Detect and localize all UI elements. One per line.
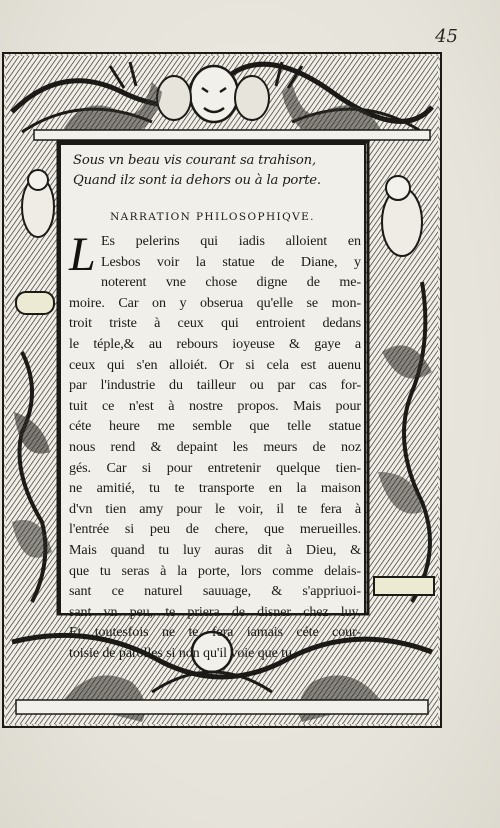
- text-line: par l'industrie du tailleur ou par cas for-: [69, 377, 361, 394]
- drop-capital: L: [69, 228, 96, 281]
- text-line: Et toutesfois ne te fera iamais céte cour-: [69, 624, 361, 641]
- text-line: moire. Car on y obserua qu'elle se mon-: [69, 294, 361, 311]
- text-line: toisie de parolles si non qu'il voie que tu: [69, 644, 292, 661]
- text-line: Es pelerins qui iadis alloient en: [101, 233, 361, 249]
- text-line: troit triste à ceux qui entroient dedans: [69, 315, 361, 332]
- text-line: l'entrée si peu de chere, que merueilles.: [69, 521, 361, 538]
- text-line: que tu seras à la porte, lors comme delais-: [69, 562, 361, 579]
- text-panel: [59, 143, 366, 661]
- text-line: céte heure me semble que telle statue: [69, 418, 361, 435]
- section-heading: NARRATION PHILOSOPHIQVE.: [110, 211, 315, 223]
- text-line: Mais quand tu luy auras dit à Dieu, &: [69, 541, 361, 558]
- text-line: nous rend & depaint les meurs de noz: [69, 438, 361, 455]
- motto-line: Quand ilz sont ia dehors ou à la porte.: [73, 173, 321, 188]
- motto-line: Sous vn beau vis courant sa trahison,: [73, 153, 316, 168]
- text-line: noterent vne chose digne de me-: [101, 274, 361, 291]
- text-line: sant vn peu, te priera de disner chez luy.: [69, 603, 361, 620]
- text-line: d'vn tien amy pour le voir, il te fera à: [69, 500, 361, 517]
- text-line: ne amitié, tu te transporte en la maison: [69, 480, 361, 497]
- narration-text: [69, 228, 361, 663]
- text-line: le téple,& au rebours ioyeuse & gaye a: [69, 335, 361, 352]
- text-line: gés. Car si pour entretenir quelque tien-: [69, 459, 361, 476]
- motto-verse: [73, 151, 363, 191]
- text-line: Lesbos voir la statue de Diane, y: [101, 253, 361, 270]
- text-line: ceux qui s'en alloiét. Or si cela est auenu: [69, 356, 361, 373]
- page-number: 45: [435, 26, 458, 47]
- text-line: tuit ce n'est à nostre propos. Mais pour: [69, 397, 361, 414]
- text-line: sant ce naturel sauuage, & s'appriuoi-: [69, 583, 361, 600]
